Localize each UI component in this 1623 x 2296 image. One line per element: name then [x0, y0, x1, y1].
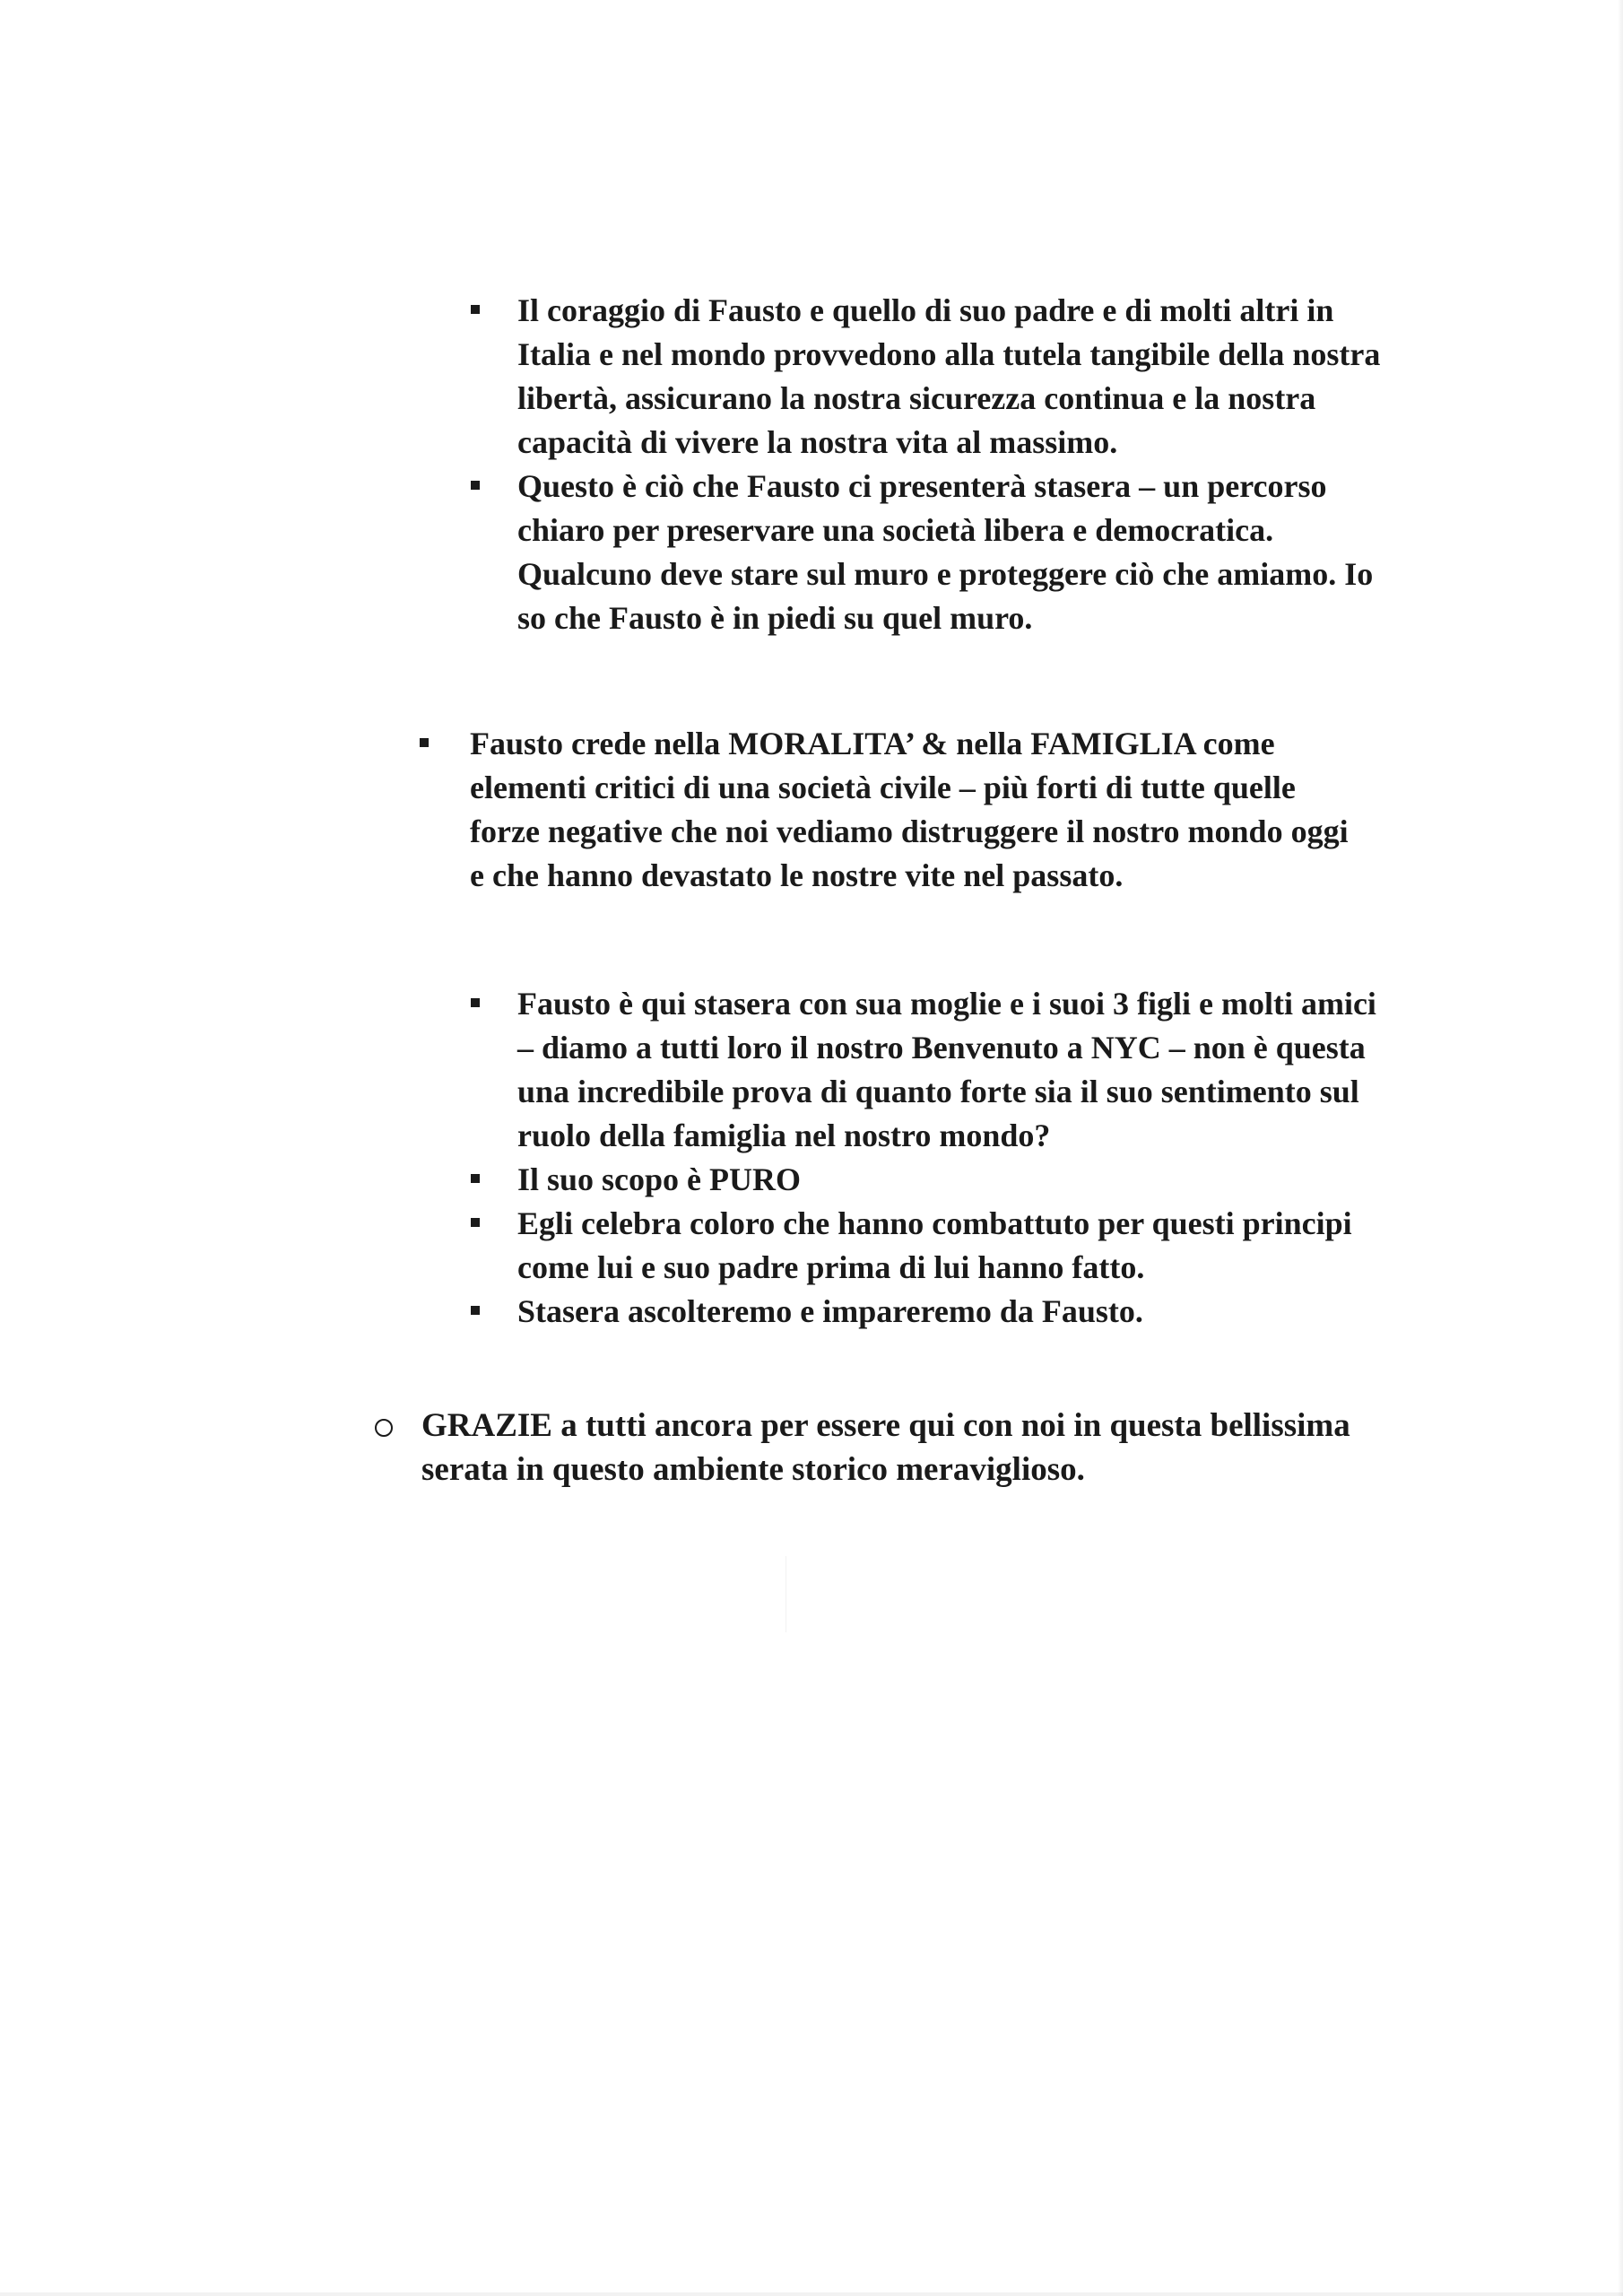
circle-bullet-list — [375, 1404, 1370, 1492]
bullet-list — [420, 722, 1370, 898]
square-bullet-icon — [471, 1218, 480, 1227]
scan-edge-shadow — [1618, 0, 1623, 2296]
paper-crease-mark — [785, 1556, 786, 1632]
list-item — [471, 1158, 1385, 1202]
circle-bullet-icon — [375, 1419, 393, 1437]
sub-bullet-list-2 — [471, 982, 1385, 1334]
list-item-text: Il coraggio di Fausto e quello di suo padre e di molti altri in Italia e nel mondo provvedono alla tutela tangibile della nostra libertà, assicurano la nostra sicurezza continua e la nostra capacità di vivere la nostra vita al massimo. — [517, 292, 1381, 460]
list-item-text: Fausto è qui stasera con sua moglie e i suoi 3 figli e molti amici – diamo a tutti loro il nostro Benvenuto a NYC – non è questa una incredibile prova di quanto forte sia il suo sentimento sul ruolo della famiglia nel nostro mondo? — [517, 986, 1376, 1153]
square-bullet-icon — [471, 1306, 480, 1315]
square-bullet-icon — [471, 305, 480, 314]
square-bullet-icon — [420, 738, 429, 747]
list-item — [471, 465, 1385, 640]
list-item — [420, 722, 1370, 898]
list-item-text: Stasera ascolteremo e impareremo da Fausto. — [517, 1293, 1143, 1329]
list-item — [471, 289, 1385, 465]
square-bullet-icon — [471, 1174, 480, 1183]
list-item — [375, 1404, 1370, 1492]
list-item — [471, 1202, 1385, 1290]
list-item — [471, 1290, 1385, 1334]
square-bullet-icon — [471, 481, 480, 490]
square-bullet-icon — [471, 998, 480, 1007]
list-item-text: Egli celebra coloro che hanno combattuto per questi principi come lui e suo padre prima di lui hanno fatto. — [517, 1205, 1352, 1285]
list-item-text: Fausto crede nella MORALITA’ & nella FAMIGLIA come elementi critici di una società civile – più forti di tutte quelle forze negative che noi vediamo distruggere il nostro mondo oggi e che hanno devastato le nostre vite nel passato. — [470, 726, 1349, 893]
sub-bullet-list-1 — [471, 289, 1385, 640]
list-item-text: Questo è ciò che Fausto ci presenterà stasera – un percorso chiaro per preservare una società libera e democratica. Qualcuno deve stare sul muro e proteggere ciò che amiamo. Io so che Fausto è in piedi su quel muro. — [517, 468, 1374, 636]
list-item-text: Il suo scopo è PURO — [517, 1161, 802, 1197]
list-item — [471, 982, 1385, 1158]
scan-edge-shadow-bottom — [0, 2292, 1623, 2296]
list-item-text: GRAZIE a tutti ancora per essere qui con noi in questa bellissima serata in questo ambiente storico meraviglioso. — [421, 1407, 1350, 1488]
